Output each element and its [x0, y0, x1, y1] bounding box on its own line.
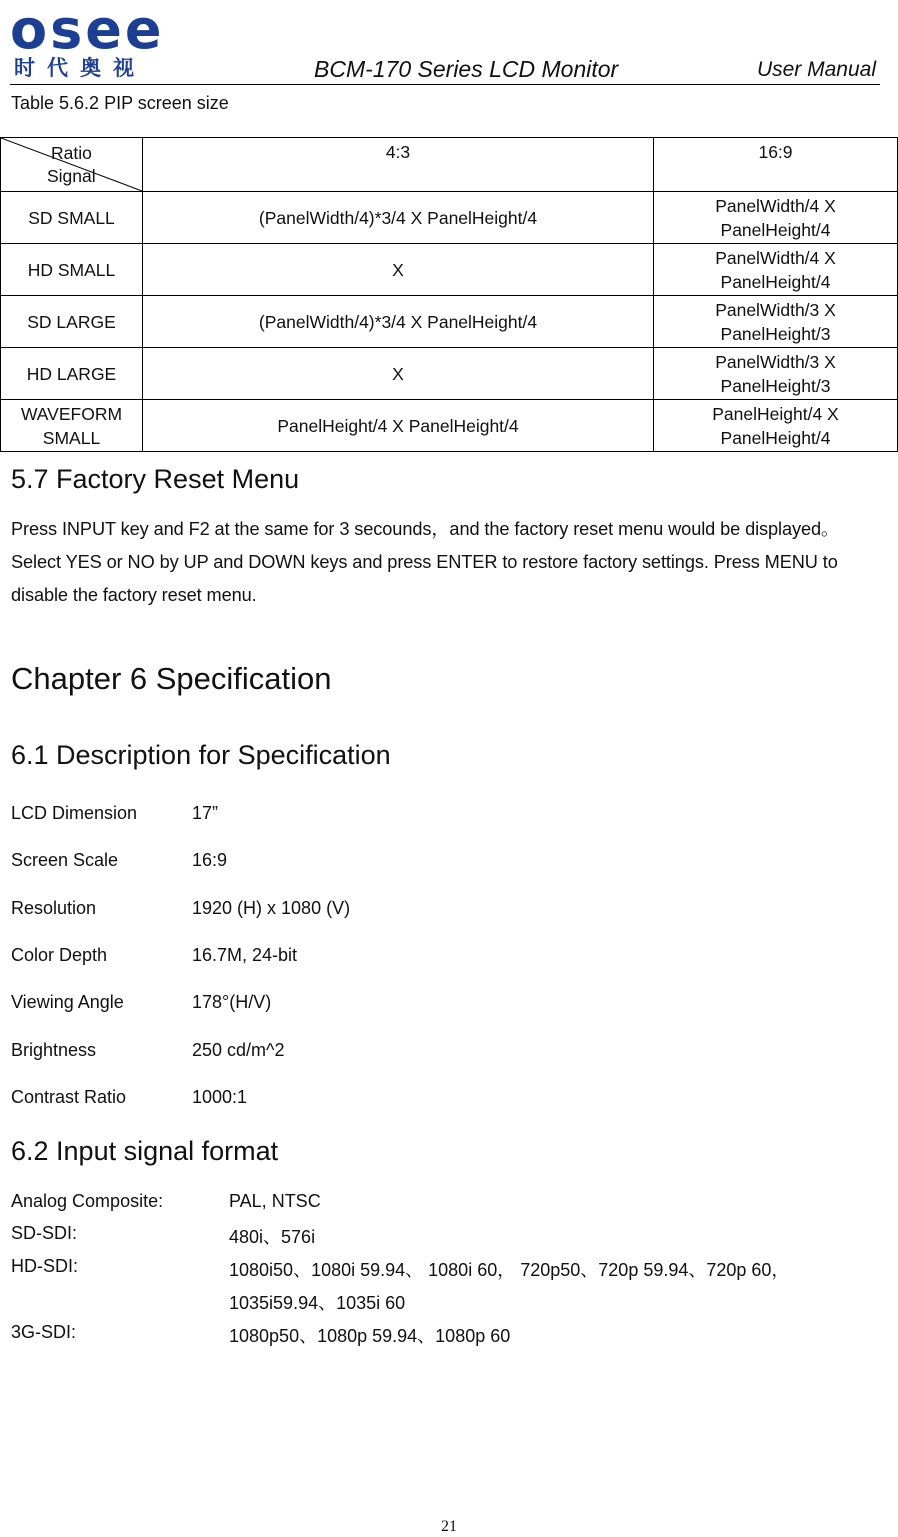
table-row — [1, 348, 898, 400]
signal-format-key: SD-SDI: — [11, 1223, 78, 1243]
ratio-4-3-cell: (PanelWidth/4)*3/4 X PanelHeight/4 — [143, 192, 654, 244]
signal-format-value: PAL, NTSC — [229, 1191, 321, 1211]
table-row — [1, 244, 898, 296]
factory-reset-paragraph: Press INPUT key and F2 at the same for 3 secounds，and the factory reset menu would be displayed。Select YES or NO by UP and DOWN keys and press ENTER to restore factory settings. Press MENU to disable the factory reset menu. — [11, 519, 840, 605]
ratio-16-9-cell — [654, 244, 898, 296]
document-type: User Manual — [756, 58, 876, 81]
spec-key: Viewing Angle — [11, 992, 124, 1012]
spec-key: Brightness — [11, 1040, 97, 1060]
signal-cell: SD SMALL — [1, 192, 143, 244]
ratio-label: Ratio — [51, 143, 92, 163]
osee-logo — [10, 0, 188, 80]
chapter-title: Chapter 6 Specification — [11, 661, 332, 696]
spec-value: 178°(H/V) — [192, 992, 272, 1012]
spec-key: Resolution — [11, 898, 97, 918]
signal-label: Signal — [47, 166, 96, 186]
spec-value: 250 cd/m^2 — [192, 1040, 285, 1060]
signal-format-value: 1080i50、1080i 59.94、 1080i 60， 720p50、720p 59.94、720p 60， — [229, 1260, 790, 1280]
ratio-16-9-cell — [654, 400, 898, 452]
table-row — [1, 400, 898, 452]
signal-format-value: 480i、576i — [229, 1227, 316, 1247]
pip-screen-size-table — [0, 137, 898, 452]
logo-wordmark: osee — [10, 0, 165, 61]
cell-line: PanelHeight/4 — [720, 427, 831, 448]
cell-line: PanelWidth/4 X — [715, 195, 836, 216]
cell-line: WAVEFORM — [20, 403, 123, 424]
logo-chinese-wordmark: 时代奥视 — [14, 56, 146, 80]
spec-value: 17” — [192, 803, 219, 823]
spec-value: 16:9 — [192, 850, 228, 870]
signal-cell: SD LARGE — [1, 296, 143, 348]
cell-line: SMALL — [42, 427, 101, 448]
header-divider — [10, 84, 880, 85]
signal-format-value: 1035i59.94、1035i 60 — [229, 1293, 406, 1313]
cell-line: PanelHeight/4 — [720, 271, 831, 292]
spec-key: Color Depth — [11, 945, 108, 965]
col-header-4-3: 4:3 — [143, 138, 654, 192]
spec-key: LCD Dimension — [11, 803, 138, 823]
cell-line: PanelWidth/3 X — [715, 299, 836, 320]
spec-value: 16.7M, 24-bit — [192, 945, 298, 965]
spec-key: Screen Scale — [11, 850, 119, 870]
ratio-4-3-cell: PanelHeight/4 X PanelHeight/4 — [143, 400, 654, 452]
ratio-16-9-cell — [654, 348, 898, 400]
cell-line: PanelWidth/4 X — [715, 247, 836, 268]
cell-line: PanelHeight/4 — [720, 219, 831, 240]
spec-value: 1920 (H) x 1080 (V) — [192, 898, 351, 918]
col-header-16-9: 16:9 — [654, 138, 898, 192]
spec-key: Contrast Ratio — [11, 1087, 127, 1107]
signal-cell — [1, 400, 143, 452]
table-row — [1, 192, 898, 244]
ratio-16-9-cell — [654, 192, 898, 244]
table-header-row — [1, 138, 898, 192]
table-row — [1, 296, 898, 348]
signal-format-key: 3G-SDI: — [11, 1322, 77, 1342]
ratio-16-9-cell — [654, 296, 898, 348]
section-heading-6-2: 6.2 Input signal format — [11, 1136, 279, 1166]
signal-format-key: Analog Composite: — [11, 1191, 164, 1211]
cell-line: PanelHeight/3 — [720, 323, 831, 344]
cell-line: PanelHeight/3 — [720, 375, 831, 396]
section-heading-6-1: 6.1 Description for Specification — [11, 740, 391, 770]
spec-value: 1000:1 — [192, 1087, 248, 1107]
page-number: 21 — [441, 1518, 457, 1535]
signal-cell: HD LARGE — [1, 348, 143, 400]
signal-cell: HD SMALL — [1, 244, 143, 296]
signal-format-value: 1080p50、1080p 59.94、1080p 60 — [229, 1326, 511, 1346]
cell-line: PanelWidth/3 X — [715, 351, 836, 372]
corner-header-cell — [1, 138, 143, 192]
ratio-4-3-cell: X — [143, 244, 654, 296]
cell-line: PanelHeight/4 X — [712, 403, 839, 424]
signal-format-key: HD-SDI: — [11, 1256, 78, 1276]
section-heading-5-7: 5.7 Factory Reset Menu — [11, 464, 300, 494]
table-caption: Table 5.6.2 PIP screen size — [11, 93, 229, 113]
ratio-4-3-cell: X — [143, 348, 654, 400]
ratio-4-3-cell: (PanelWidth/4)*3/4 X PanelHeight/4 — [143, 296, 654, 348]
document-title: BCM-170 Series LCD Monitor — [314, 56, 619, 82]
